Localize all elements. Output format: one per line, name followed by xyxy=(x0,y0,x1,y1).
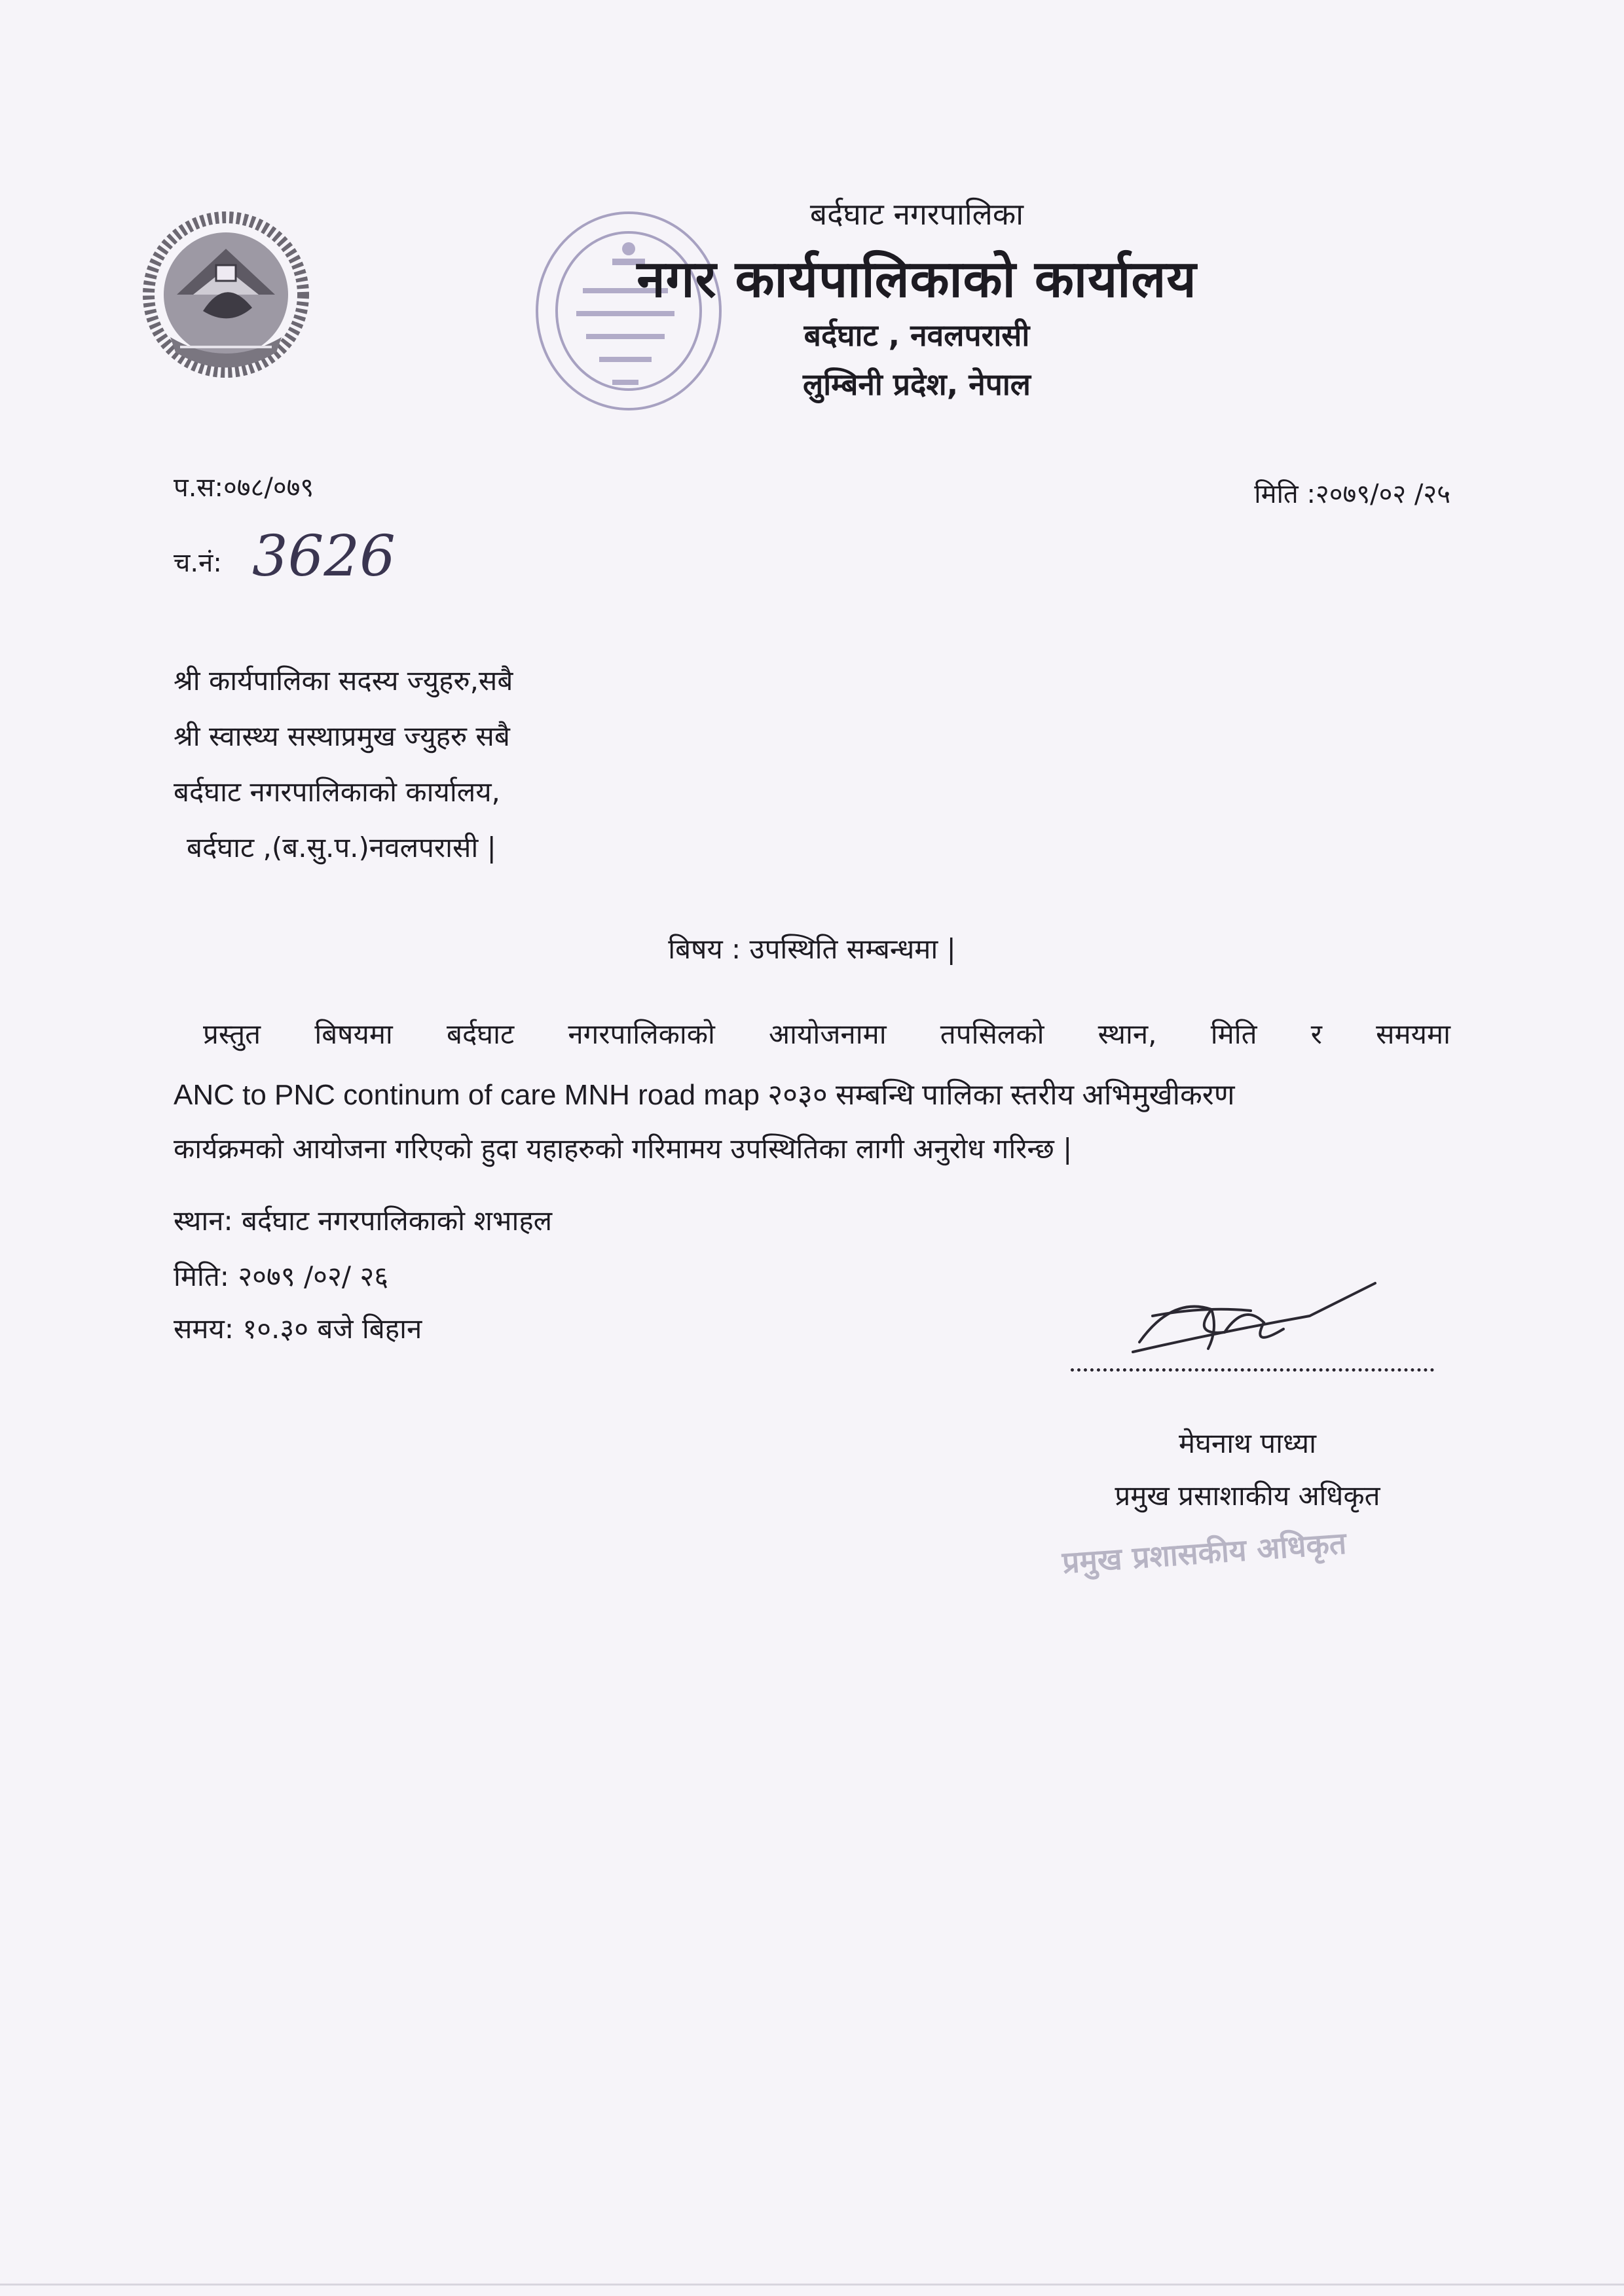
office-title: नगर कार्यपालिकाको कार्यालय xyxy=(637,250,1197,309)
event-time: समय: १०.३० बजे बिहान xyxy=(174,1313,422,1345)
recipient-line: बर्दघाट ,(ब.सु.प.)नवलपरासी | xyxy=(187,831,496,864)
signatory-name: मेघनाथ पाध्या xyxy=(1178,1427,1317,1459)
signature-dotted-line xyxy=(1071,1368,1434,1372)
subject-line: बिषय : उपस्थिति सम्बन्धमा | xyxy=(668,933,956,965)
event-date: मिति: २०७९ /०२/ २६ xyxy=(174,1260,389,1292)
recipient-line: श्री स्वास्थ्य सस्थाप्रमुख ज्युहरु सबै xyxy=(174,720,510,752)
reference-number: प.स:०७८/०७९ xyxy=(174,473,314,503)
designation-rubber-stamp: प्रमुख प्रशासकीय अधिकृत xyxy=(1061,1525,1348,1580)
page-bottom-edge xyxy=(0,2284,1624,2286)
office-address-line1: बर्दघाट , नवलपरासी xyxy=(803,318,1030,353)
dispatch-number-handwritten: 3626 xyxy=(252,524,396,589)
office-address-line2: लुम्बिनी प्रदेश, नेपाल xyxy=(803,367,1031,402)
municipality-name: बर्दघाट नगरपालिका xyxy=(809,196,1024,232)
signatory-designation: प्रमुख प्रसाशाकीय अधिकृत xyxy=(1115,1480,1380,1512)
letter-date: मिति :२०७९/०२ /२५ xyxy=(1254,479,1450,509)
body-line-1: प्रस्तुत बिषयमा बर्दघाट नगरपालिकाको आयोजनामा तपसिलको स्थान, मिति र समयमा xyxy=(203,1018,1450,1050)
recipient-line: श्री कार्यपालिका सदस्य ज्युहरु,सबै xyxy=(174,665,513,697)
body-line-2: ANC to PNC continum of care MNH road map २०३० सम्बन्धि पालिका स्तरीय अभिमुखीकरण xyxy=(174,1079,1235,1111)
dispatch-number-label: च.नं: xyxy=(174,548,222,578)
body-line-3: कार्यक्रमको आयोजना गरिएको हुदा यहाहरुको गरिमामय उपस्थितिका लागी अनुरोध गरिन्छ | xyxy=(174,1133,1073,1165)
handwritten-signature-icon xyxy=(1113,1270,1388,1368)
event-venue: स्थान: बर्दघाट नगरपालिकाको शभाहल xyxy=(174,1205,553,1237)
recipient-line: बर्दघाट नगरपालिकाको कार्यालय, xyxy=(174,776,500,808)
